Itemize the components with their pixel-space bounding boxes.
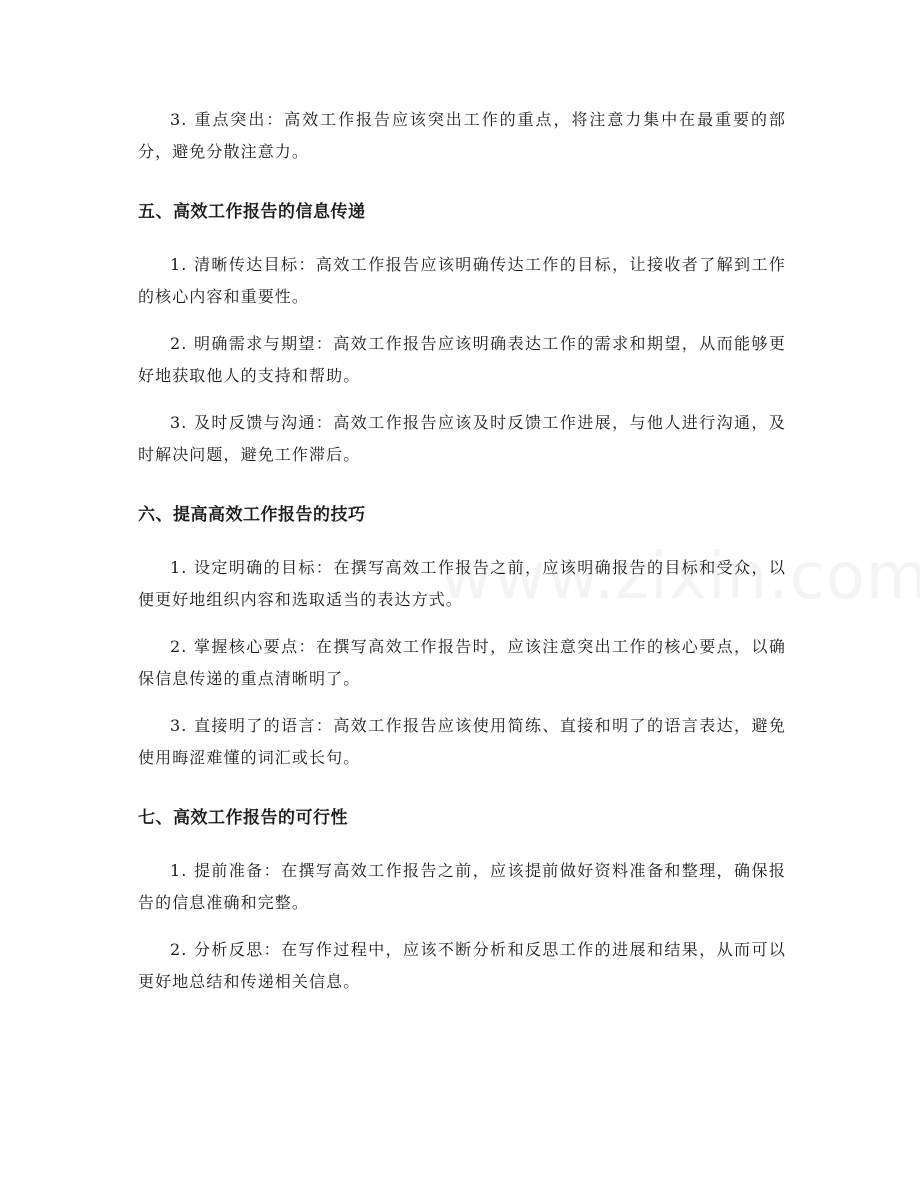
section-heading: 七、高效工作报告的可行性 bbox=[138, 808, 348, 828]
section-heading: 六、提高高效工作报告的技巧 bbox=[138, 505, 366, 525]
section-improvement-techniques bbox=[138, 500, 786, 774]
paragraph: 2. 明确需求与期望：高效工作报告应该明确表达工作的需求和期望，从而能够更好地获取他人的支持和帮助。 bbox=[138, 334, 786, 385]
paragraph: 3. 重点突出：高效工作报告应该突出工作的重点，将注意力集中在最重要的部分，避免分散注意力。 bbox=[138, 110, 786, 161]
paragraph: 2. 掌握核心要点：在撰写高效工作报告时，应该注意突出工作的核心要点，以确保信息传递的重点清晰明了。 bbox=[138, 637, 786, 688]
section-feasibility bbox=[138, 803, 786, 998]
intro-section bbox=[138, 104, 786, 168]
section-information-delivery bbox=[138, 197, 786, 471]
paragraph: 1. 清晰传达目标：高效工作报告应该明确传达工作的目标，让接收者了解到工作的核心内容和重要性。 bbox=[138, 255, 786, 306]
paragraph: 1. 提前准备：在撰写高效工作报告之前，应该提前做好资料准备和整理，确保报告的信息准确和完整。 bbox=[138, 861, 786, 912]
paragraph: 1. 设定明确的目标：在撰写高效工作报告之前，应该明确报告的目标和受众，以便更好地组织内容和选取适当的表达方式。 bbox=[138, 558, 786, 609]
document-body bbox=[138, 104, 786, 1013]
paragraph: 2. 分析反思：在写作过程中，应该不断分析和反思工作的进展和结果，从而可以更好地总结和传递相关信息。 bbox=[138, 940, 786, 991]
paragraph: 3. 直接明了的语言：高效工作报告应该使用简练、直接和明了的语言表达，避免使用晦涩难懂的词汇或长句。 bbox=[138, 716, 786, 767]
paragraph: 3. 及时反馈与沟通：高效工作报告应该及时反馈工作进展，与他人进行沟通，及时解决问题，避免工作滞后。 bbox=[138, 413, 786, 464]
section-heading: 五、高效工作报告的信息传递 bbox=[138, 202, 366, 222]
